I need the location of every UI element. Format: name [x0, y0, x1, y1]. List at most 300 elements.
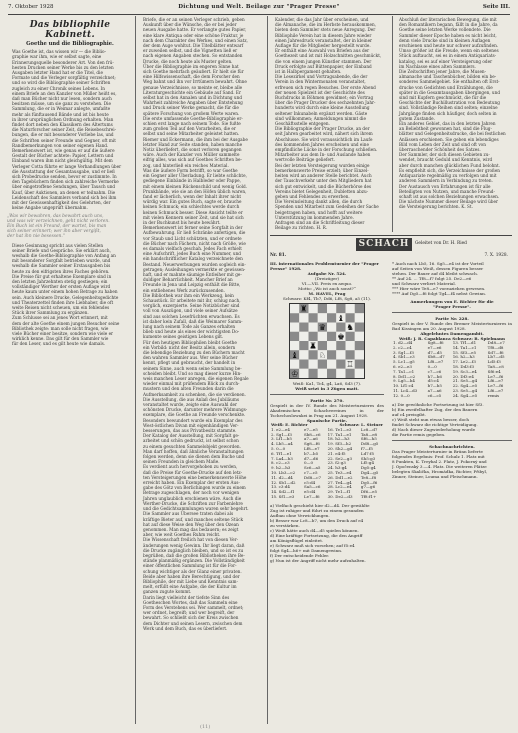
article-line: schung wichtiger als der Glanz einer privaten.: [143, 568, 242, 574]
article-line: voll von Auszügen, und viele seiner Aufsätze: [143, 308, 238, 314]
article-line: Weg bahnt und ihn vor Irrtümern bewahrt. Ohne: [143, 79, 247, 85]
board-square: [327, 313, 336, 322]
chess-board: [289, 303, 365, 379]
note-line: zu verstärken.: [270, 522, 300, 528]
move-cell: 16. h2—h3: [452, 354, 475, 360]
move-cell: 15. Sf1—e3: [271, 493, 295, 499]
quote-line: und was wir verzeichnen, geht nicht verloren.: [7, 218, 110, 224]
move-row: [270, 495, 384, 500]
article-column-1: [7, 17, 133, 723]
chess-section: [270, 235, 512, 723]
move-cell: Dd8—c7: [303, 474, 322, 480]
chess-piece-icon: [309, 341, 316, 351]
article-line: Drucke, die noch heute als Muster gelten.: [143, 58, 233, 64]
article-line: heute zu den eifrigsten ihres Faches gehören.: [12, 268, 110, 274]
move-cell: h7—h6: [427, 373, 442, 379]
article-line: Buchdrucks in Böhmen gewidmet; ein Vortrag: [275, 95, 374, 101]
article-line: zugleich zu einer Chronik seines Lebens. In: [12, 85, 105, 91]
board-square: [355, 332, 364, 341]
move-cell: Sa5—c6: [303, 484, 321, 490]
game-notes: [270, 503, 384, 563]
news-line: belegten Skalička, Hromádka, Richter, Přibyl,: [392, 468, 488, 474]
game-intro: Gespielt in der IV. Runde des Meisterturnieres des Akademischen Schachvereines in der Tschechoslowakei in Prag am 21. August 1928.: [270, 403, 384, 418]
chess-piece-icon: [337, 331, 344, 341]
move-cell: Ld5:f3: [487, 359, 501, 365]
move-cell: b7—b5: [303, 450, 319, 456]
article-line: in ihrer ursprünglichen Ordnung erhalten. Man: [12, 116, 114, 122]
move-cell: remis: [487, 392, 500, 398]
article-line: heiten wird an anderer Stelle berichtet. Auch: [275, 173, 372, 179]
news-line: Das Prager Meisterturnier in Brünn lieferte: [392, 448, 483, 454]
article-line: Unterstützung im kommenden Jahre.: [275, 214, 354, 220]
board-square: [327, 323, 336, 332]
article-line: sein. Auch kleinere Drucke, Gelegenheitsgedichte: [12, 294, 119, 300]
board-square: [355, 369, 364, 378]
article-line: dem Dichter und seinen Lesern, zwischen dem: [143, 620, 243, 626]
article-line: Werther-Drucke, die Schriften zur Farbenlehre: [143, 500, 243, 506]
article-line: katalog, sei es auf einer Versteigerung oder: [399, 58, 493, 64]
solution-notes: [392, 261, 512, 296]
move-cell: 23. f2:g3: [327, 460, 346, 466]
article-line: genommen. Man mag das bedauern; es zeigt: [143, 526, 239, 532]
chess-analysis-column: [392, 261, 512, 723]
article-line: Die Preise für gut erhaltene Exemplare sind in: [12, 273, 112, 279]
move-cell: Df6—e5: [360, 489, 378, 495]
article-line: Anfragen sind an die Schriftleitung dieser: [275, 219, 365, 225]
article-line: Goethezeit und ist mit Holzschnitten geschmückt,: [275, 53, 382, 59]
annotations-subtitle: "Prager Presse".: [433, 304, 471, 309]
article-line: aber, wie weit Goethes Ruhm reicht.: [143, 532, 221, 538]
article-line: aber durch manchen glücklichen Fund belohnt.: [399, 162, 501, 168]
board-square: [327, 304, 336, 313]
article-line: zu einem gesuchten Sammelobjekt geworden.: [143, 443, 241, 449]
article-line: graphie war ihm, wie er selbst sagte, eine: [12, 54, 102, 60]
board-square: [346, 332, 355, 341]
article-line: geben und Fehlendes zu erwerben.: [275, 193, 350, 199]
article-line: und so wird die Bibliographie seiner Schriften: [12, 80, 111, 86]
article-line: veranstaltet wurde, zeigte eine Auswahl der: [143, 402, 237, 408]
move-cell: Dg5:g4: [360, 465, 376, 471]
article-line: würdig war. Ein gutes Buch, sagte er, brauche: [143, 199, 242, 205]
article-line: Umso größer ist die Freude, wenn ein seltenes: [399, 48, 499, 54]
move-cell: 10. Lb3—c2: [271, 469, 296, 475]
article-line: weshalb die Goethe-Bibliographie von Anfang an: [12, 252, 116, 258]
article-line: letzter Hand zur Seite standen, haben manche: [143, 141, 243, 147]
header-title: Dichtung und Welt. Beilage zur "Prager Presse": [178, 4, 340, 10]
move-cell: Ta8—c8: [487, 363, 504, 369]
chess-piece-icon: [337, 313, 344, 323]
move-cell: 11. d2—d4: [271, 474, 293, 480]
article-line: Jahrgänge finden sich häufiger, doch selten in: [399, 110, 497, 116]
note-line: d) Eine kräftige Fortsetzung, die den Angriff: [270, 532, 363, 538]
move-cell: Sf6:e4: [487, 368, 501, 374]
article-line: Bibliophile Verein hat in diesem Jahre wieder: [275, 32, 372, 38]
white-player: Weiß: E. Richter: [271, 422, 308, 427]
board-square: [327, 350, 336, 359]
chess-issue-number: Nr. 81.: [270, 253, 287, 258]
move-cell: 9. Lg5—h4: [393, 378, 415, 384]
article-line: wirklich kenne. Das gilt für den Sammler wie: [12, 336, 109, 342]
article-line: weite Reisen nicht scheuen, um ein fehlendes: [12, 304, 110, 310]
solution-line: auf Seiten von Weiß, dessen Figuren besser: [392, 266, 484, 271]
article-line: fand er lächerlich, wenn der Inhalt ihrer nicht: [143, 193, 242, 199]
move-cell: Tf8—d8: [487, 344, 504, 350]
move-cell: 12. Sb1—d2: [271, 479, 296, 485]
article-line: die Ausstattung der Gesamtausgabe, und er ließ: [12, 168, 115, 174]
article-line: erschienen und heute nur schwer aufzufinden.: [399, 43, 499, 49]
article-line: wäre. Auch der Kanzler von Müller sammelte: [143, 152, 240, 158]
article-line: vollständiger Werther der ersten Auflage wird: [12, 284, 111, 290]
article-line: die von einem jungen Künstler stammen. Der: [275, 58, 372, 64]
article-line: mit einem kleinen Rückenschild und wenig Gold.: [143, 183, 248, 189]
article-line: eifrig alles, was sich auf Goethes Schriften be-: [143, 157, 242, 163]
article-line: nach dem Charakter des Werkes, und einen Satz,: [143, 37, 248, 43]
article-line: blätter und Gelegenheitsdrucke, die bei festlichen: [399, 131, 506, 137]
move-cell: 7. Ta1—c1: [393, 368, 415, 374]
move-cell: Sb8—d7: [427, 354, 445, 360]
article-line: Sammler dieser Epoche haben es nicht leicht,: [399, 32, 497, 38]
move-cell: 12. 0—0: [393, 392, 410, 398]
article-line: sich Goethe mehrfach geäußert. Er hielt sie für: [143, 69, 244, 75]
board-square: [309, 350, 318, 359]
article-line: die Versteigerung berichten. K. St.: [399, 204, 473, 210]
move-cell: f7—f5: [360, 445, 373, 451]
article-line: begrüßen, daß die großen Bibliotheken ihre Be-: [143, 552, 245, 558]
article-line: Mitarbeiter aus dem In- und Auslande haben: [275, 152, 371, 158]
article-line: mit vielen Kennern seiner Zeit, und sie hat sich: [143, 214, 244, 220]
move-cell: Ld7:f5: [360, 450, 375, 456]
board-square: [327, 332, 336, 341]
move-cell: 8. c2—c3: [271, 460, 290, 466]
board-square: [290, 304, 299, 313]
move-cell: 5. Lc1—g5: [393, 359, 415, 365]
article-line: Geschäftsstelle entgegen.: [275, 121, 330, 127]
move-cell: Dg5—f6: [360, 479, 378, 485]
article-line: vor Staub und Licht schützten, und er ordnete: [143, 235, 242, 241]
move-cell: 24. h3:g4: [327, 465, 347, 471]
article-line: Abschluß der literarischen Bewegung, die mit: [399, 17, 497, 22]
board-square: [346, 341, 355, 350]
article-line: Erinnerungsquelle besonderer Art. Von den frü-: [12, 59, 114, 65]
article-line: schaft ist aus solchen Beziehungen erwachsen.: [399, 193, 500, 199]
article-line: und Theaterzettel finden ihre Liebhaber, die oft: [12, 299, 114, 305]
move-cell: Lb7—d5: [487, 354, 505, 360]
move-cell: 4. Sb1—c3: [393, 354, 415, 360]
solution-line: stehen. Der Bauer auf d4 bleibt schwach.: [392, 271, 479, 276]
article-line: Notiz überliefert, die sonst verloren gegangen: [143, 147, 242, 153]
article-line: anderen Sammlern in Verbindung zu treten.: [399, 178, 493, 184]
article-line: empfindliche Lücke in der Forschung schließen.: [275, 147, 378, 153]
article-line: wertvolle Beiträge geliefert.: [275, 157, 336, 163]
article-line: Was Goethe ist, das wissen wir — die Biblio-: [12, 49, 106, 55]
move-cell: 17. Le2—f3: [452, 359, 476, 365]
article-line: Die Lesezirkel und Vortragsabende, die der: [275, 74, 368, 80]
move-cell: 0—0: [427, 363, 437, 369]
article-line: daß die Preise für Goethe-Drucke auf den letz-: [143, 469, 243, 475]
chess-piece-icon: [319, 350, 326, 360]
article-line: hat auf diese Weise den Weg über den Ozean: [143, 521, 239, 527]
article-line: einen Jahresdruck veranstaltet, der in kleiner: [275, 37, 373, 43]
article-line: die Schriften seiner Freunde und Gegner, oft mit: [12, 137, 116, 143]
move-cell: Sc6—a5: [303, 465, 321, 471]
board-square: [309, 369, 318, 378]
article-line: Bibliophile, der mit Liebe und Kenntnis sam-: [143, 578, 238, 584]
problem-stipulation: Weiß setzt in 3 Zügen matt.: [295, 386, 359, 391]
article-line: dem der alte Goethe einem jungen Besucher seine: [12, 320, 120, 326]
solution-line: * Auch nach Lb5, 16. Sg5—e4 ist der Vorteil: [392, 261, 484, 266]
article-line: Über die Bibliographie im engeren Sinne hat: [143, 63, 239, 69]
chess-piece-icon: [346, 359, 353, 369]
board-square: [355, 313, 364, 322]
news-line: Zinner, Steiner, Louma und Fleischmann.: [392, 473, 478, 479]
move-cell: Sg8—f6: [303, 441, 320, 447]
article-line: Die erste umfassende Goethe-Bibliographie er-: [143, 115, 243, 121]
article-line: Verein in den Wintermonaten veranstaltet,: [275, 79, 366, 85]
move-cell: Le7—f6: [303, 493, 320, 499]
article-column-3: [270, 17, 390, 231]
article-line: Werk und dem Buch, das es überliefert.: [143, 625, 228, 631]
board-square: [355, 360, 364, 369]
move-cell: Te8—f8: [360, 474, 377, 480]
article-line: die lebendige Beziehung zu den Büchern macht: [143, 350, 245, 355]
article-line: Einband waren ihm nicht gleichgültig. Mit dem: [12, 158, 113, 164]
article-line: kumente seines geistigen Lebens gilt.: [143, 334, 224, 340]
article-quote: [7, 214, 133, 240]
move-cell: 13. c3:d4: [271, 484, 290, 490]
article-line: des kommenden Jahres erscheinen und eine: [275, 141, 369, 147]
move-cell: Le7—f6: [487, 383, 504, 389]
problem-motto: Motto: „Wo ist auch sonst?“: [298, 286, 356, 291]
note-line: f) Der entscheidende Fehler.: [270, 552, 330, 558]
move-cell: 22. Sg4—e5: [452, 383, 478, 389]
move-cell: a7—a6: [303, 436, 318, 442]
move-cell: 18. Dd3:f3: [452, 363, 475, 369]
white-pieces-line: Weiß: Ka1, Tc4, g4, La6, Sd3 (7).: [292, 381, 362, 386]
article-line: lung nach seinem Tode als Ganzes erhalten: [143, 323, 236, 329]
board-square: [355, 304, 364, 313]
article-line: änderungen wenig Gewinn. Ihr liegt daran, daß: [143, 542, 245, 548]
article-line: Spenden und Mitarbeit zum Gedeihen der Sache: [275, 204, 379, 210]
move-cell: 24. Sg4—e5: [452, 392, 478, 398]
note-line: g) Nun ist der Angriff nicht mehr aufzuhalten.: [270, 557, 366, 563]
board-square: [309, 304, 318, 313]
article-line: Prunkbände, wie sie an den Höfen üblich waren,: [143, 188, 247, 194]
article-line: Bemerkenswert ist, wie genau er auf die äußere: [12, 148, 115, 154]
article-line: kräftige Bieter auf, und manches seltene Stück: [143, 516, 244, 522]
move-cell: d7—d6: [303, 455, 319, 461]
column-divider: [392, 16, 393, 232]
page-header: [8, 3, 510, 15]
article-line: Beilage zu richten. H. R.: [275, 225, 328, 231]
article-line: Bild vom Leben der Zeit und sind oft von: [399, 141, 486, 147]
article-line: weis manchen Leser anregen, die eigenen Regale: [143, 376, 249, 382]
move-cell: 29. Te1—f1: [327, 489, 351, 495]
article-line: die Almanache, die im Herbste herauskommen,: [275, 22, 376, 28]
move-cell: g7—g6: [360, 484, 376, 490]
article-line: Man darf hoffen, daß ähnliche Veranstaltungen: [143, 448, 244, 454]
article-line: drucke von Gedichten und Erzählungen, die: [399, 84, 493, 90]
article-line: daß man Bücher nicht nur lesen, sondern auch: [12, 96, 112, 102]
article-line: Druck erfolgte auf Büttenpapier, der Einband: [275, 63, 372, 69]
article-line: über eingetroffene Sendungen, über Tausch und: [12, 184, 116, 190]
article-line: und Druck seiner Werke gemacht, die für die: [143, 105, 239, 111]
article-line: Der Katalog der Ausstellung, mit Sorgfalt ge-: [143, 433, 240, 439]
article-line: scheiden bleibt. Und so mag dieser kurze Hin-: [143, 370, 242, 376]
move-cell: 6. e2—e3: [393, 363, 412, 369]
article-line: den wahren Sammler aus. Wer seine Bücher: [143, 355, 238, 361]
move-cell: c5:d4: [303, 479, 316, 485]
article-line: Es verdient auch hervorgehoben zu werden,: [143, 464, 238, 470]
article-line: Schaustück. Er arbeitete mit ihr, schlug nach,: [143, 297, 241, 303]
news-line: 8 Punkten, K. Treybal 2. Platz, J. Pokorný und: [392, 458, 487, 464]
divider: [270, 394, 384, 395]
problem-prize: VI.—VII. Preis ex aequo.: [301, 281, 353, 286]
article-line: verglich, exzerpierte. Seine Notizbücher sind: [143, 303, 240, 309]
board-square: [318, 360, 327, 369]
divider: [392, 440, 512, 441]
board-square: [299, 360, 308, 369]
article-line: almanache und Taschenbücher, bilden ein be-: [399, 74, 497, 80]
article-line: Abschlusse. Sie wird voraussichtlich im Laufe: [275, 136, 373, 142]
article-line: Formate und die Verleger sorgfältig verzeichnet;: [12, 75, 116, 81]
article-line: bemerkenswerte Preise erzielt; über Einzel-: [275, 167, 369, 173]
game-label: Partie Nr. 270.: [310, 398, 344, 403]
article-line: viele Bücher einer besitze, sondern wie viele er: [12, 330, 114, 336]
article-line: schönsten Drucke, darunter mehrere Widmungs-: [143, 407, 248, 413]
article-line: ist daher kein Zufall, daß die Weimarer Samm-: [143, 318, 243, 324]
note-line: a) Die gewöhnliche Fortsetzung ist hier Sf3.: [392, 401, 484, 407]
board-square: [327, 369, 336, 378]
quote-line: „Was wir bewahren, das bewahrt auch uns,: [7, 213, 104, 219]
article-line: Aufmerksamkeit zu schenken, die sie verdienen.: [143, 391, 246, 397]
article-line: schien erst lange nach seinem Tode. Sie fußte: [143, 121, 241, 127]
article-line: Kauf, über Auktionen, an denen er teilnahm. Die: [12, 189, 116, 195]
article-line: seinen Freunden in gleichem Maße.: [143, 459, 220, 465]
move-cell: 21. Se5—g4: [452, 378, 478, 384]
move-cell: 0—0: [303, 460, 314, 466]
article-line: erfreuen sich regen Besuches. Der erste Abend: [275, 84, 376, 90]
article-line: wendet, braucht Geduld und Kenntnis, wird: [399, 157, 493, 163]
article-column-4: [394, 17, 512, 231]
article-line: selbst hat in den Annalen und in Dichtung und: [143, 95, 243, 101]
board-square: [355, 323, 364, 332]
article-line: Riemer und Eckermann, die ihm bei der Ausgabe: [143, 136, 248, 142]
article-line: Die Zeitschriften jener Jahre, die Musen-: [399, 69, 487, 75]
article-line: sind willkommen; Anmeldungen nimmt die: [275, 115, 366, 121]
header-date: 7. Oktober 1928: [8, 4, 54, 10]
article-line: Die nächste Nummer dieser Beilage wird über: [399, 199, 498, 205]
article-line: Gestalt der Bücher achtete: Papier, Lettern und: [12, 153, 114, 159]
move-cell: 3. Lf1—b5: [271, 436, 292, 442]
section-rule: [270, 235, 512, 236]
article-body-continued: [7, 243, 133, 347]
article-line: sich gut entwickelt, und die Bücherbörse des: [275, 183, 372, 189]
chess-piece-icon: [346, 322, 353, 332]
article-line: Die Wissenschaft freilich hat von diesen Ver-: [143, 537, 239, 543]
move-cell: 26. Dd1—e2: [327, 474, 353, 480]
article-line: wer ordnet, begreift; und wer begreift, der: [143, 610, 235, 616]
move-cell: 20. Df3:e4: [452, 373, 474, 379]
article-line: blieb und heute als eines der wichtigsten Do-: [143, 329, 240, 335]
article-line: gediegene Einbände in Halbleder oder Pappe,: [143, 178, 241, 184]
article-line: Die Bibliothek war ihm ein Werkzeug, kein: [143, 292, 234, 298]
article-line: Beteiligten von Nutzen, und manche Freund-: [399, 188, 495, 194]
move-cell: 1. e2—e4: [271, 426, 290, 432]
game-score-table: [270, 428, 384, 500]
move-cell: Sb8—c6: [303, 431, 321, 437]
article-line: genaue Verzeichnisse, so meinte er, bleibe alle: [143, 84, 243, 90]
article-line: bewahrt. So schließt sich der Kreis zwischen: [143, 615, 239, 621]
article-line: sind aus solchen Lesefrüchten erwachsen. Es: [143, 313, 240, 319]
article-line: besserungen, das aus Privatbesitz stammte.: [143, 428, 237, 434]
board-square: [290, 332, 299, 341]
move-cell: 20. Sh2—g4: [327, 445, 353, 451]
article-line: den Romantikern begann, fällt in die Jahre, da: [399, 22, 498, 28]
article-line: getragen; Ausleihungen vermerkte er gewissen-: [143, 266, 246, 272]
tournament-title: III. internationales Problemturnier der "Prager Presse" 1928.: [270, 261, 379, 271]
move-cell: 28. Lc2—e4: [327, 484, 352, 490]
move-cell: e5:d4: [303, 489, 316, 495]
article-line: an Beliebtheit gewonnen hat, sind die Flug-: [399, 126, 492, 132]
article-line: Er enthält eine Auswahl von Briefen aus der: [275, 48, 370, 54]
board-square: [299, 350, 308, 359]
move-cell: c7—c5: [303, 469, 318, 475]
article-line: seltener Inkunabeln ergänzt werden. Gäste: [275, 110, 368, 116]
move-cell: 17. Ta1—e1: [327, 431, 352, 437]
move-cell: Sf6—h5: [360, 436, 377, 442]
article-line: bieten dem Sammler stets neue Anregung. Der: [275, 27, 376, 33]
section-banner: Das bibliophile Kabinett.: [29, 20, 111, 40]
article-body: [138, 17, 264, 631]
chess-news: [392, 449, 512, 479]
move-cell: 9. h2—h3: [271, 465, 291, 471]
news-line: folgendes Ergebnis: Prof. Schulz 1. Platz mit: [392, 453, 485, 459]
article-line: hesten Drucken seiner Werke bis zu den letzten: [12, 64, 114, 70]
move-cell: 27. Te4—g4: [327, 479, 352, 485]
game2-players: Weiß: J. R. Capablanca Schwarz: R. Spielmann: [399, 336, 505, 341]
chess-problem-column: [270, 261, 384, 723]
board-square: [290, 323, 299, 332]
article-line: Bemerkenswert ist ferner seine Sorgfalt in der: [143, 225, 243, 231]
quote-line: sich seiner erinnert; wer ihn aber vergißt,: [7, 229, 101, 235]
board-square: [309, 313, 318, 322]
article-line: Die Ausstellung, die aus Anlaß des Jubiläums: [143, 396, 239, 402]
article-line: ein handschriftlicher Katalog verzeichnete den: [143, 256, 243, 262]
article-line: ten Versteigerungen eine bemerkenswerte Höhe: [143, 474, 247, 480]
article-line: Literaturgeschichte ein Gebäude auf Sand. Er: [143, 89, 241, 95]
move-cell: Lf8—e7: [427, 359, 444, 365]
article-line: Darin liegt vielleicht der tiefste Sinn des: [143, 594, 230, 600]
move-cell: 16. Te1—e3: [327, 426, 352, 432]
article-line: Wahrheit zahlreiche Angaben über Entstehung: [143, 100, 243, 106]
chess-piece-icon: [291, 368, 298, 378]
chess-board-diagram: [290, 304, 364, 378]
note-line: e) Schwarz muß sich vorsehen; auf f5:e4: [270, 542, 355, 548]
article-line: seit Jahren gearbeitet wird, nähert sich ihrem: [275, 131, 373, 137]
article-line: keine Angabe ungeprüft übernahm.: [12, 205, 88, 211]
article-line: besitzen müsse, um sie ganz zu verstehen. Die: [12, 101, 111, 107]
article-line: Was die äußere Form betrifft, so war Goethe: [143, 167, 238, 173]
article-line: Jahren unglaublich erschienen wäre. Auch die: [143, 495, 242, 501]
article-line: eine klare Antiqua oder eine schöne Fraktur, je: [143, 32, 244, 38]
article-line: ganzen zugute kommt.: [143, 589, 192, 595]
move-cell: 22. Se2—g3: [327, 455, 353, 461]
move-cell: c6—c5: [427, 392, 442, 398]
article-line: Leidenschaft des Sammlers verband sich bei ihm: [12, 194, 117, 200]
article-line: der dem Auge wohltut. Die Titelblätter entwarf: [143, 43, 244, 49]
note-line: b) Ein zweifelhafter Zug, der den Bauern: [392, 406, 478, 412]
black-pieces-line: Schwarz: Kf4, Tb7, Dd6, Lf8, Sg8, a5 (11).: [282, 296, 372, 301]
